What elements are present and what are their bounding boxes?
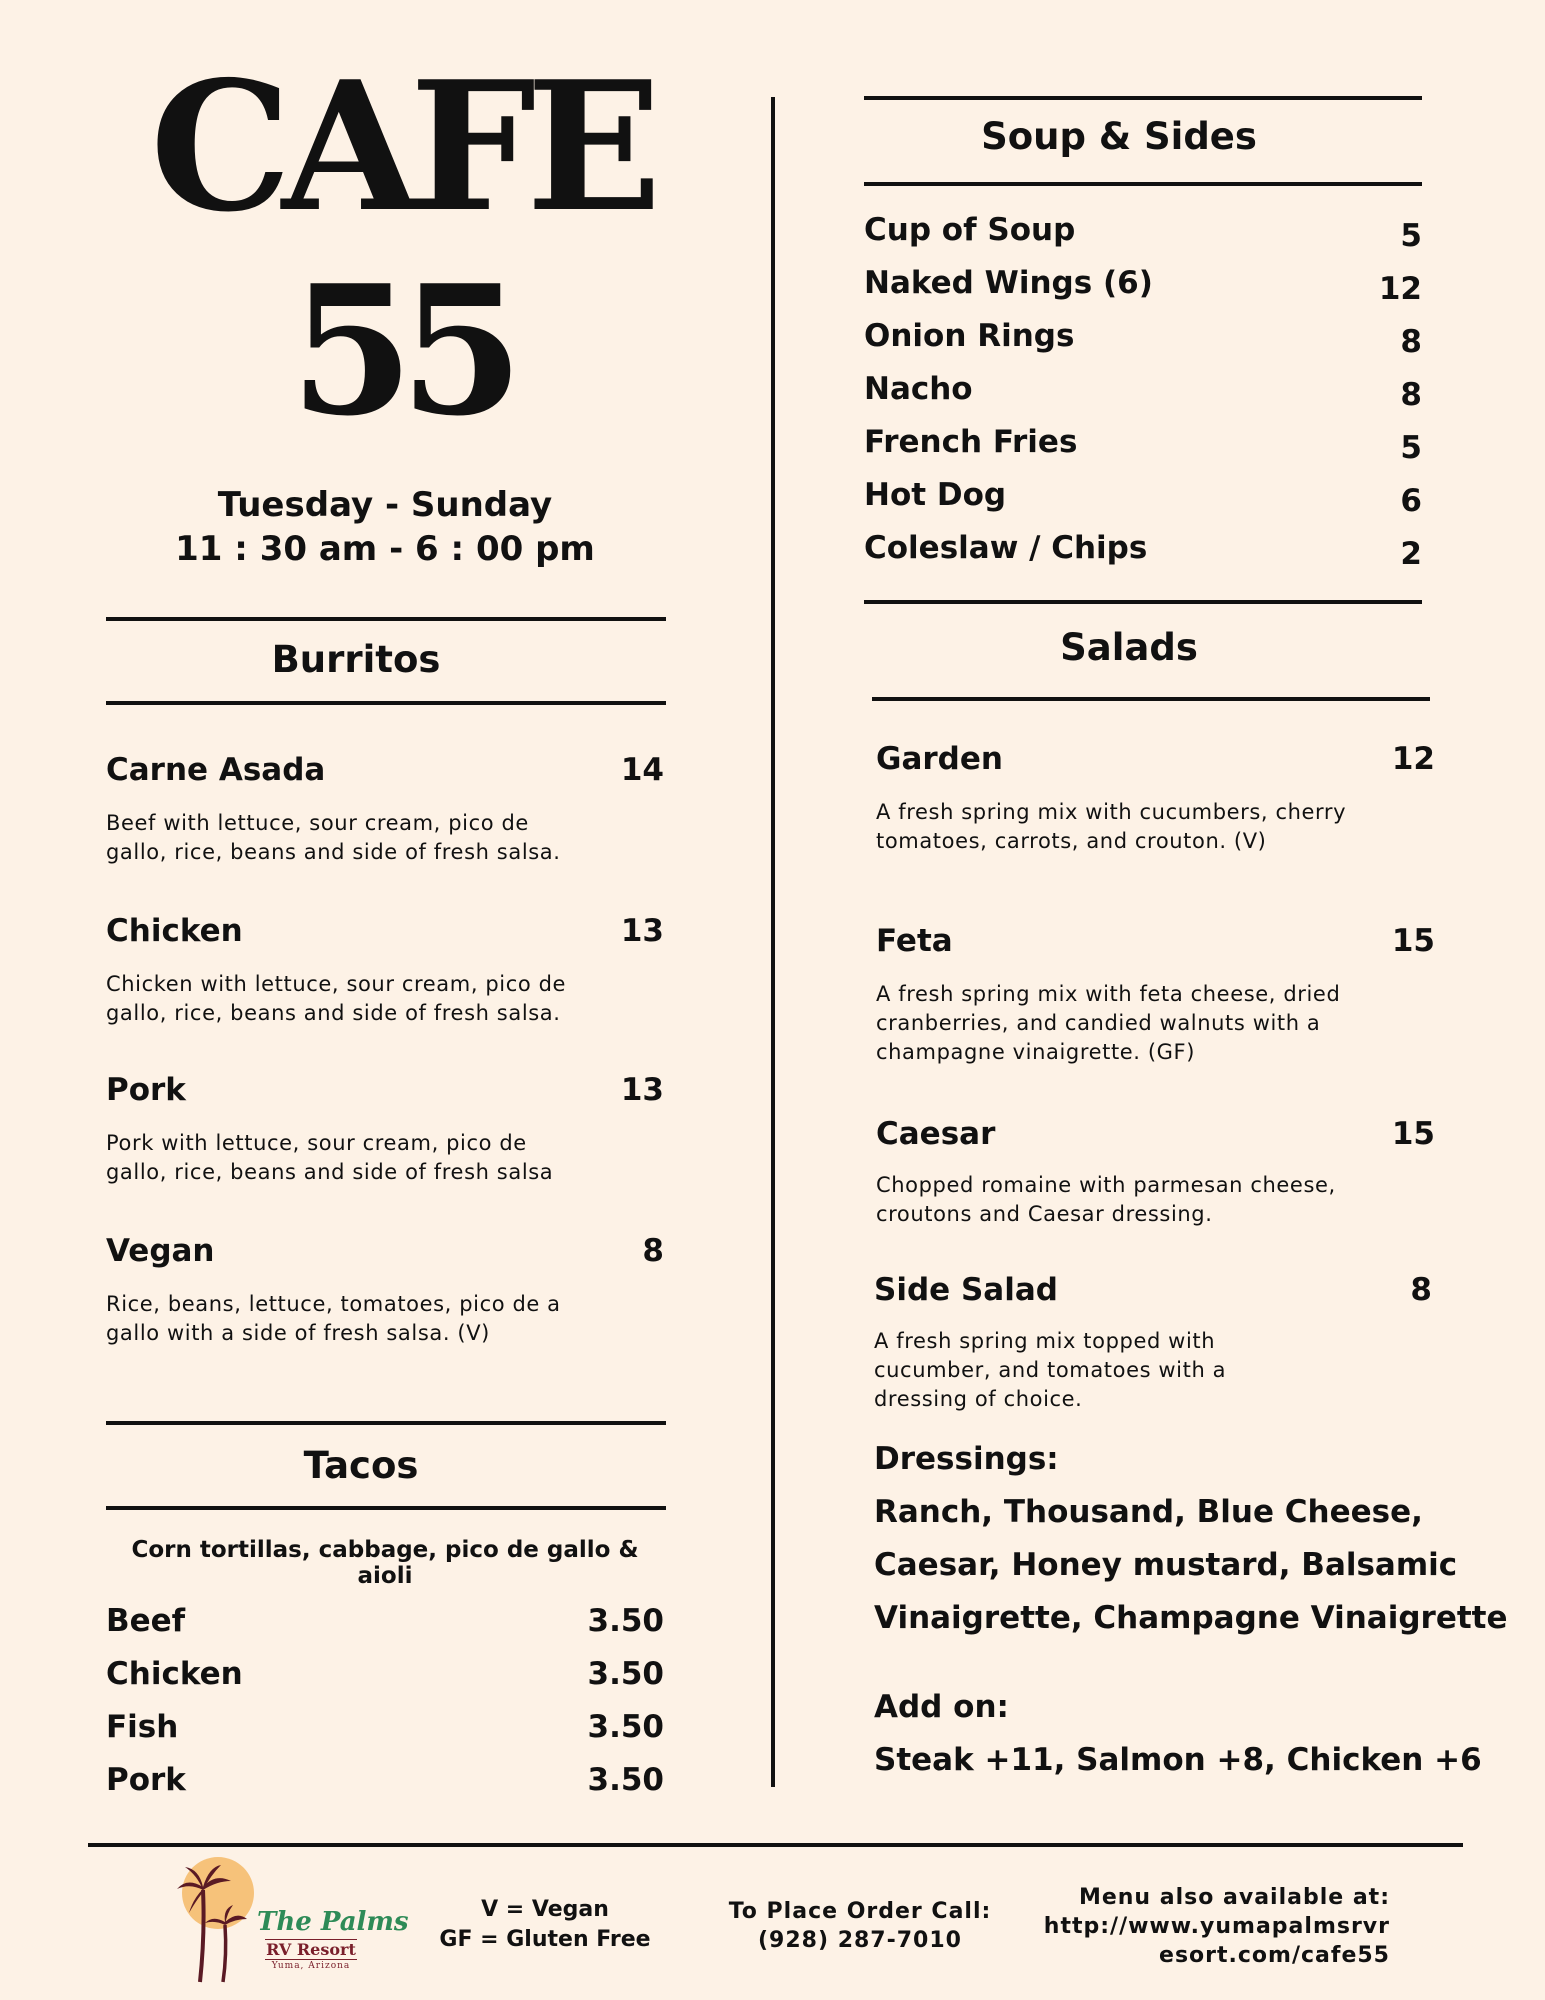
soup-rule-top (864, 96, 1422, 100)
salad-desc: Chopped romaine with parmesan cheese, croutons and Caesar dressing. (876, 1173, 1336, 1226)
salad-name: Side Salad (874, 1272, 1058, 1308)
order-label: To Place Order Call: (728, 1899, 992, 1924)
burrito-name: Pork (106, 1072, 186, 1108)
side-name: Naked Wings (6) (864, 265, 1153, 301)
salad-name: Garden (876, 741, 1003, 777)
side-name: French Fries (864, 424, 1078, 460)
salad-desc: A fresh spring mix topped with cucumber, and tomatoes with a dressing of choice. (874, 1329, 1227, 1411)
side-name: Onion Rings (864, 318, 1075, 354)
burrito-desc: Chicken with lettuce, sour cream, pico de gallo, rice, beans and side of fresh salsa. (106, 972, 567, 1025)
side-name: Hot Dog (864, 477, 1007, 513)
burritos-heading: Burritos (271, 638, 441, 681)
hours-time: 11 : 30 am - 6 : 00 pm (175, 529, 595, 569)
salads-rule-top (864, 600, 1422, 604)
burrito-price: 8 (642, 1233, 664, 1269)
burrito-desc: Pork with lettuce, sour cream, pico de gallo, rice, beans and side of fresh salsa (106, 1131, 554, 1184)
salad-desc: A fresh spring mix with feta cheese, dried cranberries, and candied walnuts with a champagne vinaigrette. (GF) (876, 982, 1341, 1064)
side-price: 8 (1400, 324, 1422, 360)
burrito-price: 14 (620, 752, 664, 788)
side-price: 5 (1400, 218, 1422, 254)
addon-label: Add on: (874, 1689, 1009, 1725)
salads-rule-bottom (872, 697, 1430, 701)
addon-text: Steak +11, Salmon +8, Chicken +6 (874, 1742, 1482, 1778)
dressings-line: Vinaigrette, Champagne Vinaigrette (874, 1600, 1508, 1636)
taco-name: Chicken (106, 1656, 243, 1692)
dressings-label: Dressings: (874, 1441, 1059, 1477)
salad-name: Caesar (876, 1116, 996, 1152)
burrito-desc: Rice, beans, lettuce, tomatoes, pico de a gallo with a side of fresh salsa. (V) (106, 1292, 561, 1345)
salad-price: 8 (1410, 1272, 1432, 1308)
tacos-rule-top (106, 1421, 666, 1425)
logo-name: The Palms (257, 1907, 409, 1937)
side-price: 5 (1400, 430, 1422, 466)
logo-place: Yuma, Arizona (271, 1961, 351, 1971)
tacos-heading: Tacos (303, 1444, 419, 1487)
side-name: Nacho (864, 371, 973, 407)
side-name: Coleslaw / Chips (864, 530, 1148, 566)
salad-price: 12 (1391, 741, 1435, 777)
taco-price: 3.50 (587, 1709, 664, 1745)
burrito-name: Carne Asada (106, 752, 326, 788)
menu-url-line[interactable]: esort.com/cafe55 (1159, 1943, 1390, 1968)
soup-sides-heading: Soup & Sides (981, 115, 1257, 158)
salads-heading: Salads (1060, 626, 1198, 669)
order-phone: (928) 287-7010 (758, 1928, 962, 1953)
taco-price: 3.50 (587, 1762, 664, 1798)
salad-price: 15 (1391, 923, 1435, 959)
burrito-name: Chicken (106, 913, 243, 949)
column-divider (771, 97, 775, 1787)
legend-gluten-free: GF = Gluten Free (439, 1927, 651, 1952)
burritos-rule-top (106, 617, 666, 621)
taco-price: 3.50 (587, 1603, 664, 1639)
cafe-title: CAFE (150, 42, 652, 251)
taco-name: Pork (106, 1762, 186, 1798)
salad-price: 15 (1391, 1116, 1435, 1152)
taco-price: 3.50 (587, 1656, 664, 1692)
side-price: 6 (1400, 483, 1422, 519)
side-price: 12 (1378, 271, 1422, 307)
dressings-line: Caesar, Honey mustard, Balsamic (874, 1547, 1458, 1583)
logo-sub: RV Resort (266, 1940, 356, 1959)
side-name: Cup of Soup (864, 212, 1076, 248)
burrito-desc: Beef with lettuce, sour cream, pico de gallo, rice, beans and side of fresh salsa. (106, 811, 561, 864)
tacos-rule-bottom (106, 1506, 666, 1510)
footer-rule (88, 1843, 1463, 1847)
taco-name: Beef (106, 1603, 186, 1639)
side-price: 8 (1400, 377, 1422, 413)
hours-days: Tuesday - Sunday (217, 485, 553, 525)
burrito-price: 13 (620, 1072, 664, 1108)
cafe-number: 55 (290, 246, 510, 455)
soup-rule-bottom (864, 182, 1422, 186)
taco-name: Fish (106, 1709, 179, 1745)
burrito-name: Vegan (106, 1233, 215, 1269)
dressings-line: Ranch, Thousand, Blue Cheese, (874, 1494, 1423, 1530)
burrito-price: 13 (620, 913, 664, 949)
burritos-rule-bottom (106, 701, 666, 705)
salad-desc: A fresh spring mix with cucumbers, cherry tomatoes, carrots, and crouton. (V) (876, 800, 1347, 853)
legend-vegan: V = Vegan (481, 1897, 609, 1922)
menu-url-line[interactable]: http://www.yumapalmsrvr (1043, 1914, 1390, 1939)
tacos-subtitle: Corn tortillas, cabbage, pico de gallo & aioli (131, 1537, 639, 1589)
side-price: 2 (1400, 536, 1422, 572)
menu-online-label: Menu also available at: (1078, 1885, 1390, 1910)
salad-name: Feta (876, 923, 953, 959)
palms-logo (175, 1855, 409, 1985)
